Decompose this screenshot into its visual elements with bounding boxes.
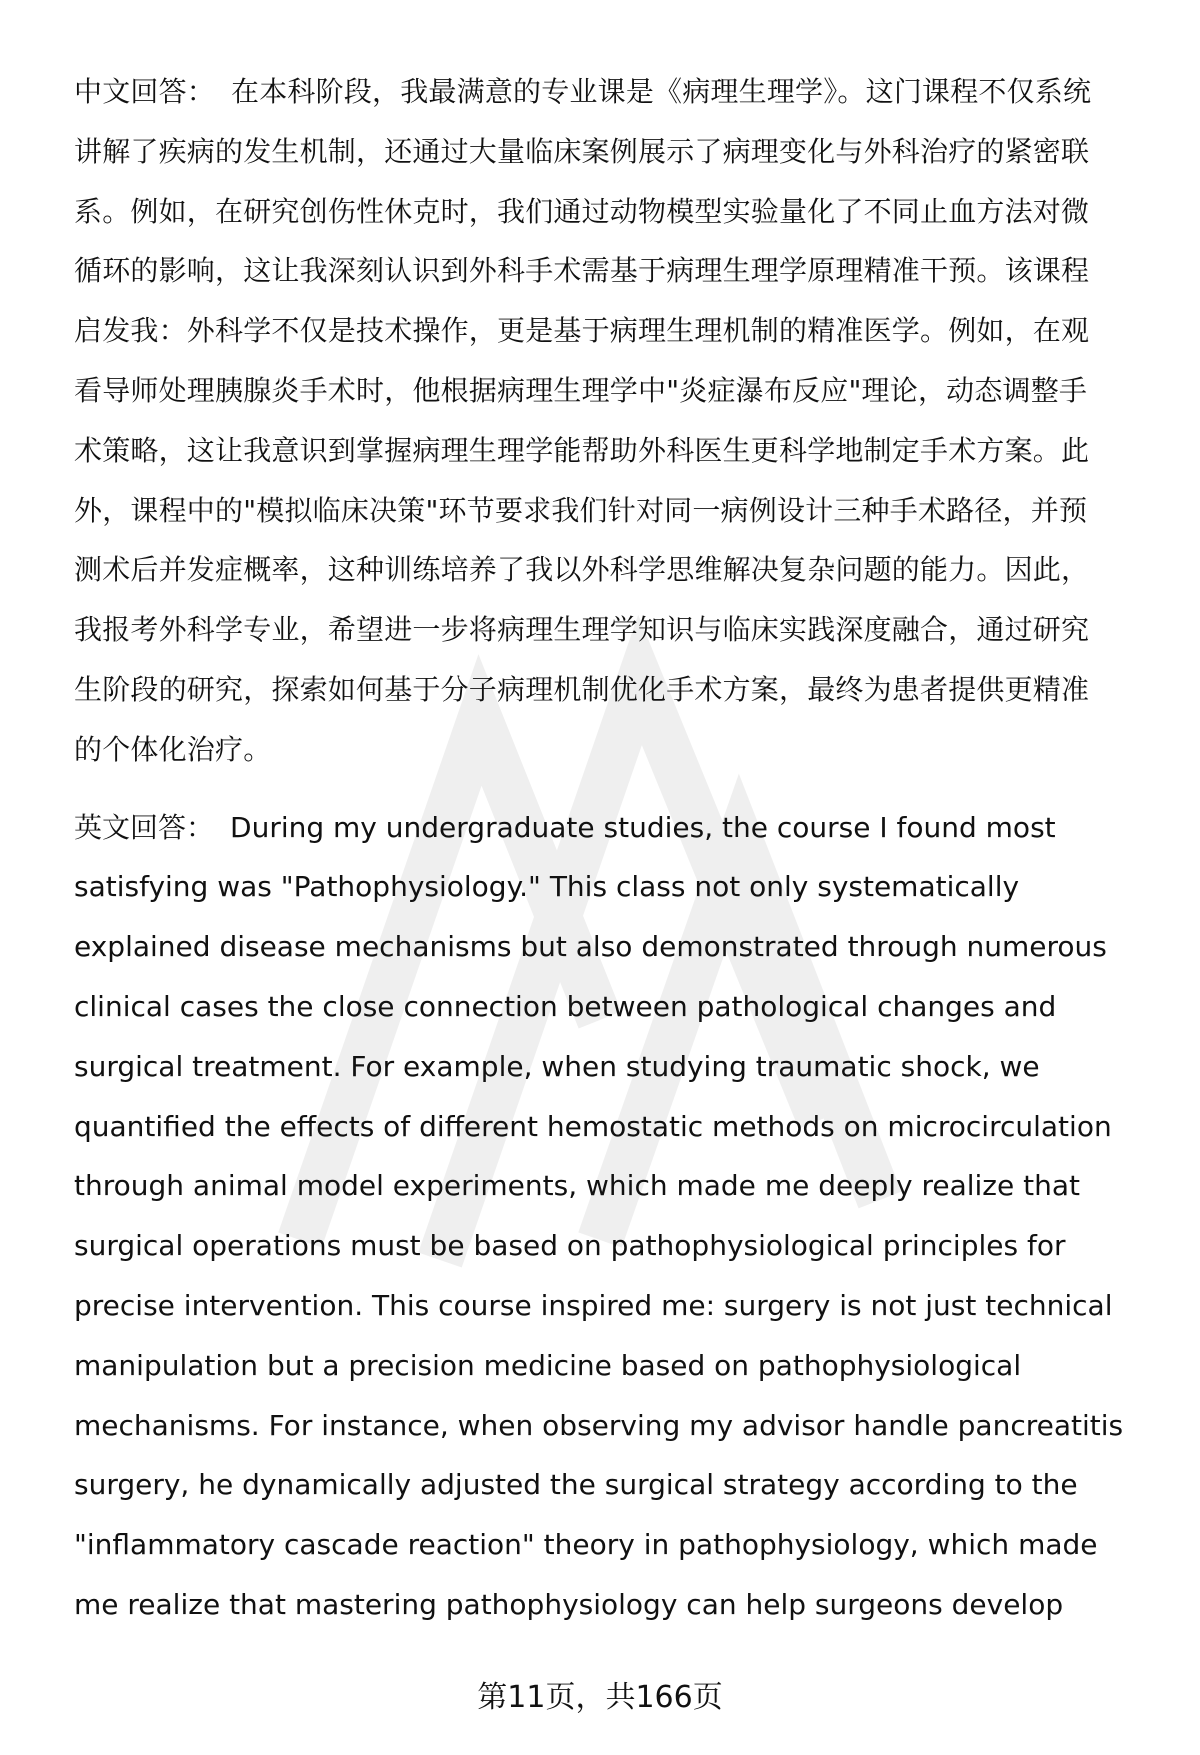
text-line: 测术后并发症概率，这种训练培养了我以外科学思维解决复杂问题的能力。因此， <box>74 553 1090 587</box>
text-line: precise intervention. This course inspired me: surgery is not just technical <box>74 1288 1113 1322</box>
text-line: 讲解了疾病的发生机制，还通过大量临床案例展示了病理变化与外科治疗的紧密联 <box>74 134 1090 168</box>
text-line: clinical cases the close connection between pathological changes and <box>74 989 1057 1023</box>
text-line: 我报考外科学专业，希望进一步将病理生理学知识与临床实践深度融合，通过研究 <box>74 613 1090 647</box>
text-line: 循环的影响，这让我深刻认识到外科手术需基于病理生理学原理精准干预。该课程 <box>74 254 1090 288</box>
text-line: mechanisms. For instance, when observing my advisor handle pancreatitis <box>74 1408 1124 1442</box>
chinese-answer-paragraph <box>74 62 1164 780</box>
text-line: satisfying was "Pathophysiology." This class not only systematically <box>74 870 1020 904</box>
text-line: surgery, he dynamically adjusted the surgical strategy according to the <box>74 1468 1078 1502</box>
text-line: 术策略，这让我意识到掌握病理生理学能帮助外科医生更科学地制定手术方案。此 <box>74 433 1090 467</box>
chinese-answer-label: 中文回答： <box>74 75 216 108</box>
text-line: manipulation but a precision medicine based on pathophysiological <box>74 1348 1022 1382</box>
text-line: 的个体化治疗。 <box>74 732 272 766</box>
text-line: 系。例如，在研究创伤性休克时，我们通过动物模型实验量化了不同止血方法对微 <box>74 194 1090 228</box>
text-line: 外，课程中的"模拟临床决策"环节要求我们针对同一病例设计三种手术路径，并预 <box>74 493 1088 527</box>
text-line: surgical operations must be based on pathophysiological principles for <box>74 1229 1066 1263</box>
english-answer-label: 英文回答： <box>74 810 215 844</box>
text-line: explained disease mechanisms but also demonstrated through numerous <box>74 930 1107 964</box>
document-page <box>74 62 1164 1635</box>
text-line: 生阶段的研究，探索如何基于分子病理机制优化手术方案，最终为患者提供更精准 <box>74 672 1090 706</box>
english-answer-paragraph <box>74 798 1164 1635</box>
text-line: "inflammatory cascade reaction" theory in pathophysiology, which made <box>74 1528 1098 1562</box>
page-number: 第11页，共166页 <box>477 1680 723 1715</box>
text-line: through animal model experiments, which made me deeply realize that <box>74 1169 1080 1203</box>
text-line: quantified the effects of different hemostatic methods on microcirculation <box>74 1109 1112 1143</box>
text-line: surgical treatment. For example, when studying traumatic shock, we <box>74 1049 1040 1083</box>
text-line: 启发我：外科学不仅是技术操作，更是基于病理生理机制的精准医学。例如，在观 <box>74 314 1090 348</box>
text-line: 中文回答： 在本科阶段，我最满意的专业课是《病理生理学》。这门课程不仅系统 <box>74 75 1092 108</box>
text-line: me realize that mastering pathophysiology can help surgeons develop <box>74 1587 1064 1621</box>
text-line: 英文回答： During my undergraduate studies, the course I found most <box>74 810 1056 844</box>
text-line: 看导师处理胰腺炎手术时，他根据病理生理学中"炎症瀑布反应"理论，动态调整手 <box>74 373 1088 407</box>
